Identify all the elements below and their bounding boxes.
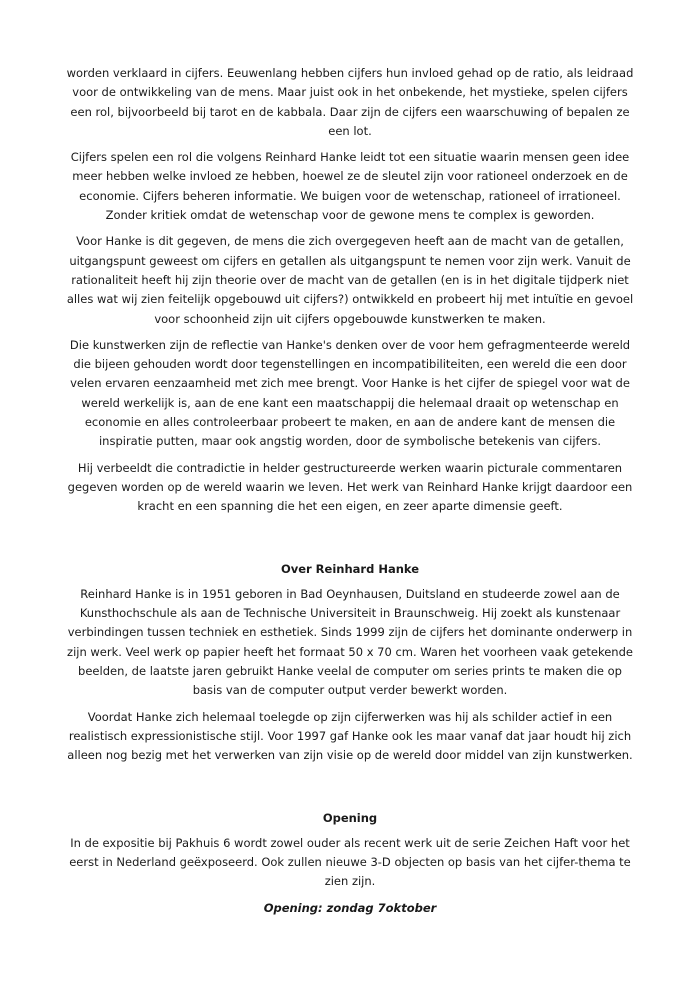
about-paragraph-2: Voordat Hanke zich helemaal toelegde op zijn cijferwerken was hij als schilder actief in een realistisch expressionistische stijl. Voor 1997 gaf Hanke ook les maar vanaf dat jaar houdt hij zich alleen nog bezig met het verwerken van zijn visie op de wereld door middel van zijn kunstwerken. [67, 709, 633, 763]
intro-paragraph-1: worden verklaard in cijfers. Eeuwenlang hebben cijfers hun invloed gehad op de ratio, als leidraad voor de ontwikkeling van de mens. Maar juist ook in het onbekende, het mystieke, spelen cijfers een rol, bijvoorbeeld bij tarot en de kabbala. Daar zijn de cijfers een waarschuwing of bepalen ze een lot. [66, 66, 634, 138]
opening-paragraph: In de expositie bij Pakhuis 6 wordt zowel ouder als recent werk uit de serie Zeichen Haft voor het eerst in Nederland geëxposeerd. Ook zullen nieuwe 3-D objecten op basis van het cijfer-thema te zien zijn. [69, 835, 631, 889]
about-paragraph-1: Reinhard Hanke is in 1951 geboren in Bad Oeynhausen, Duitsland en studeerde zowel aan de Kunsthochschule als aan de Technische Universiteit in Braunschweig. Hij zoekt als kunstenaar verbindingen tussen techniek en esthetiek. Sinds 1999 zijn de cijfers het dominante onderwerp in zijn werk. Veel werk op papier heeft het formaat 50 x 70 cm. Waren het voorheen vaak getekende beelden, de laatste jaren gebruikt Hanke veelal de computer om series prints te maken die op basis van de computer output verder bewerkt worden. [67, 586, 633, 698]
intro-paragraph-4: Die kunstwerken zijn de reflectie van Hanke's denken over de voor hem gefragmenteerde wereld die bijeen gehouden wordt door tegenstellingen en incompatibiliteiten, een wereld die een door velen ervaren eenzaamheid met zich mee brengt. Voor Hanke is het cijfer de spiegel voor wat de wereld werkelijk is, aan de ene kant een maatschappij die helemaal draait op wetenschap en economie en alles controleerbaar probeert te maken, en aan de andere kant de mensen die inspiratie putten, maar ook angstig worden, door de symbolische betekenis van cijfers. [69, 337, 631, 449]
document-page [62, 64, 638, 918]
about-heading: Over Reinhard Hanke [280, 561, 420, 576]
opening-date-line: Opening: zondag 7oktober [263, 900, 437, 915]
intro-paragraph-3: Voor Hanke is dit gegeven, de mens die zich overgegeven heeft aan de macht van de getallen, uitgangspunt geweest om cijfers en getallen als uitgangspunt te nemen voor zijn werk. Vanuit de rationaliteit heeft hij zijn theorie over de macht van de getallen (en is in het digitale tijdperk niet alles wat wij zien feitelijk opgebouwd uit cijfers?) ontwikkeld en probeert hij met intuïtie en gevoel voor schoonheid zijn uit cijfers opgebouwde kunstwerken te maken. [66, 234, 634, 326]
intro-paragraph-5: Hij verbeeldt die contradictie in helder gestructureerde werken waarin picturale commentaren gegeven worden op de wereld waarin we leven. Het werk van Reinhard Hanke krijgt daardoor een kracht en een spanning die het een eigen, en zeer aparte dimensie geeft. [67, 460, 633, 514]
section-spacer [62, 524, 638, 560]
section-spacer [62, 773, 638, 809]
opening-heading: Opening [322, 810, 378, 825]
intro-paragraph-2: Cijfers spelen een rol die volgens Reinhard Hanke leidt tot een situatie waarin mensen geen idee meer hebben welke invloed ze hebben, hoewel ze de sleutel zijn voor rationeel onderzoek en de economie. Cijfers beheren informatie. We buigen voor de wetenschap, rationeel of irrationeel. Zonder kritiek omdat de wetenschap voor de gewone mens te complex is geworden. [70, 150, 630, 223]
